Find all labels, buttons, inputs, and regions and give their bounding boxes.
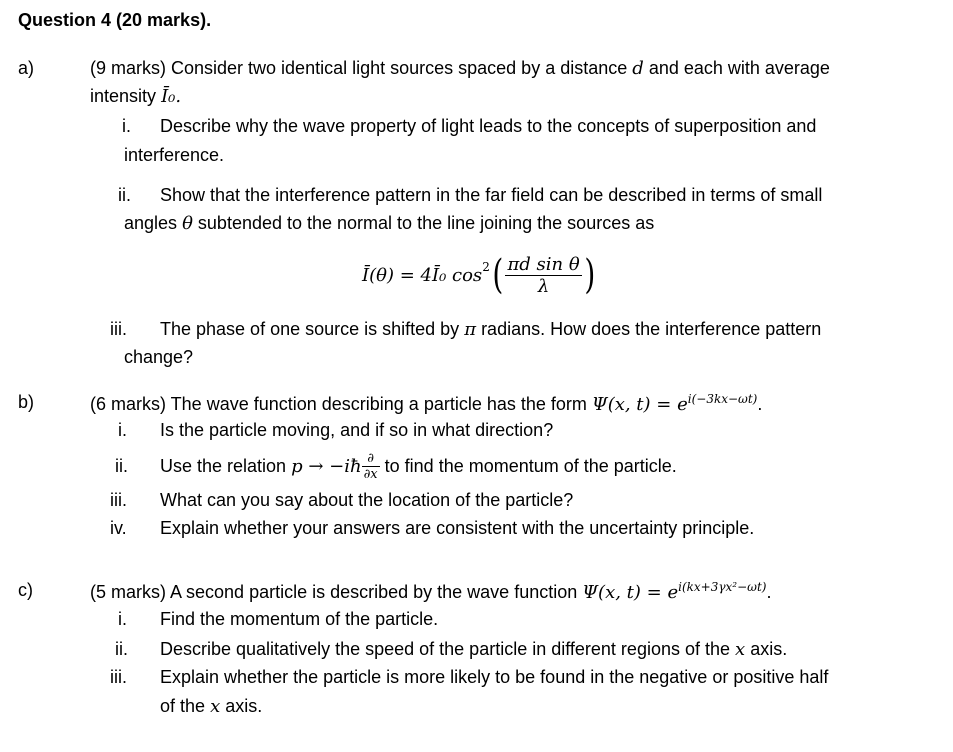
- var-d: d: [632, 58, 644, 79]
- part-a-intro-end: and each with average: [648, 58, 830, 78]
- part-b-label: b): [18, 392, 35, 412]
- text-angles: angles: [124, 213, 178, 233]
- item-num: ii.: [115, 456, 128, 476]
- text-describe: Describe qualitatively the speed of the particle in different regions of the: [160, 639, 731, 659]
- var-i0: Ī₀.: [161, 86, 182, 107]
- psi-exponent: i(kx+3γx²−ωt): [678, 580, 767, 594]
- partial-numerator: ∂: [362, 451, 380, 467]
- item-text: [160, 446, 677, 486]
- question-heading: Question 4 (20 marks).: [18, 10, 212, 30]
- item-text: What can you say about the location of the particle?: [160, 490, 574, 510]
- text-of-the: of the: [160, 696, 206, 716]
- text-phase: The phase of one source is shifted by: [160, 319, 460, 339]
- item-text-cont: interference.: [124, 145, 225, 165]
- text-find-momentum: to find the momentum of the particle.: [384, 455, 677, 476]
- part-a-intro-line2: [90, 86, 181, 107]
- var-x: x: [735, 639, 746, 660]
- item-num: ii.: [118, 185, 131, 205]
- equation-square: 2: [482, 260, 490, 274]
- psi-expression: Ψ(x, t) = e: [591, 394, 688, 415]
- part-c-intro-text: (5 marks) A second particle is described by the wave function: [90, 582, 578, 602]
- item-num: i.: [122, 116, 131, 136]
- var-pi: π: [464, 319, 477, 340]
- text-subtended: subtended to the normal to the line joining the sources as: [197, 213, 655, 233]
- partial-denominator: ∂x: [363, 466, 378, 482]
- psi-expression: Ψ(x, t) = e: [582, 582, 679, 603]
- text-axis: axis.: [225, 696, 263, 716]
- item-num: iii.: [110, 667, 127, 687]
- item-text: Is the particle moving, and if so in what direction?: [160, 420, 554, 440]
- text-use-relation: Use the relation: [160, 455, 287, 476]
- text-radians: radians. How does the interference pattern: [481, 319, 822, 339]
- part-a-intro-text: (9 marks) Consider two identical light sources spaced by a distance: [90, 58, 628, 78]
- part-a-intensity-word: intensity: [90, 86, 157, 106]
- psi-exponent: i(−3kx−ωt): [687, 392, 758, 406]
- item-text: [160, 639, 787, 660]
- var-x: x: [210, 696, 221, 717]
- item-text: [160, 319, 821, 340]
- part-b-intro-text: (6 marks) The wave function describing a particle has the form: [90, 394, 587, 414]
- item-text: Explain whether the particle is more likely to be found in the negative or positive half: [160, 667, 829, 687]
- partial-fraction: [362, 451, 380, 482]
- part-a-intro-line1: [90, 58, 830, 79]
- left-paren-icon: (: [492, 252, 504, 298]
- item-text: Explain whether your answers are consistent with the uncertainty principle.: [160, 518, 755, 538]
- item-num: ii.: [115, 639, 128, 659]
- item-num: iv.: [110, 518, 127, 538]
- item-num: iii.: [110, 490, 127, 510]
- fraction-numerator: πd sin θ: [507, 253, 580, 275]
- part-b-intro: (6 marks) The wave function describing a particle has the form Ψ(x, $t) = e^{i(-3kx-\omega t)}$.: [90, 392, 763, 415]
- part-a-label: a): [18, 58, 35, 78]
- item-text: Find the momentum of the particle.: [160, 609, 439, 629]
- item-text-cont: [124, 213, 654, 234]
- item-text: Show that the interference pattern in the far field can be described in terms of small: [160, 185, 823, 205]
- equation-lhs: Ī(θ) = 4Ī₀ cos: [362, 264, 483, 286]
- var-theta: θ: [182, 213, 193, 234]
- item-text: Describe why the wave property of light leads to the concepts of superposition and: [160, 116, 817, 136]
- part-c-label: c): [18, 580, 33, 600]
- interference-equation: [362, 248, 597, 302]
- item-text-cont: change?: [124, 347, 194, 367]
- item-num: i.: [118, 609, 127, 629]
- item-num: iii.: [110, 319, 127, 339]
- momentum-operator: p → −iħ: [291, 455, 362, 477]
- equation-fraction: [505, 254, 581, 297]
- right-paren-icon: ): [584, 252, 595, 298]
- text-axis: axis.: [750, 639, 788, 659]
- part-c-intro: (5 marks) A second particle is described by the wave function Ψ(x, $t) = e^{i(kx+3\gamma x^2-\omega t)}$.: [90, 580, 772, 603]
- item-num: i.: [118, 420, 127, 440]
- fraction-denominator: λ: [537, 275, 550, 297]
- item-text-cont: [160, 696, 262, 717]
